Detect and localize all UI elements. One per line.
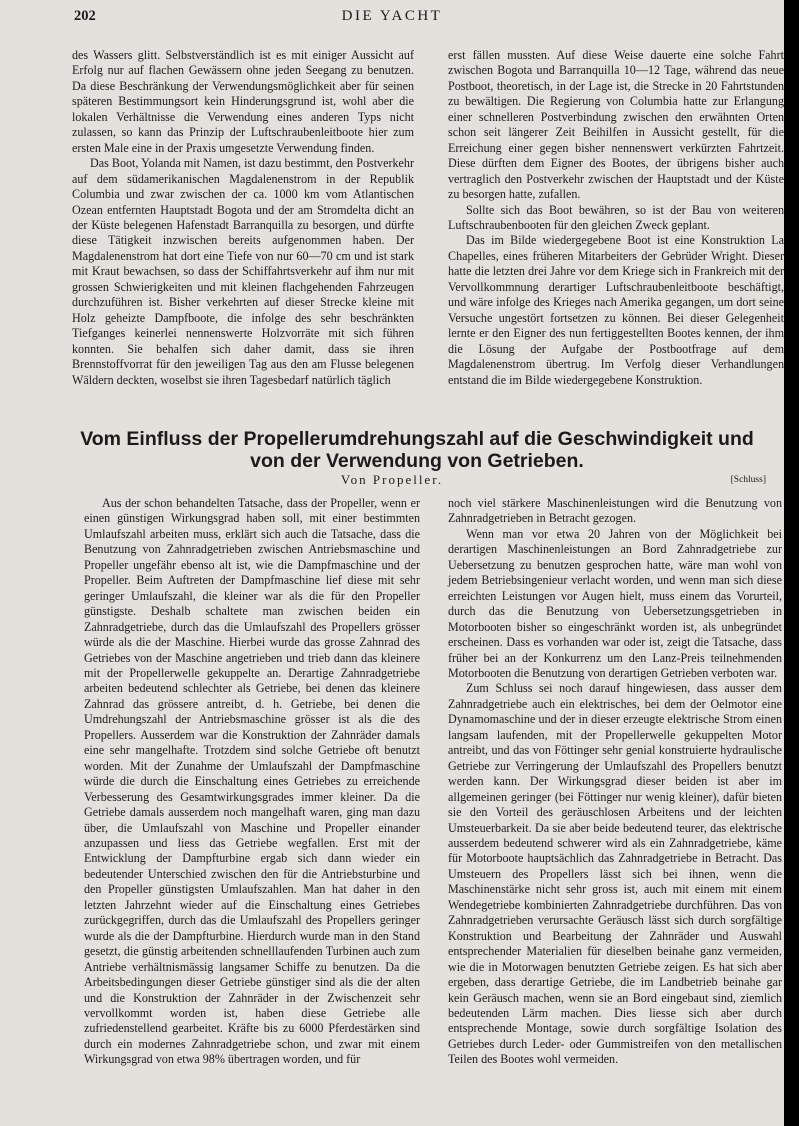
paragraph: noch viel stärkere Maschinenleistungen wird die Benutzung von Zahnradgetrieben in Betracht gezogen. [448,496,782,526]
paragraph: Aus der schon behandelten Tatsache, dass der Propeller, wenn er einen günstigen Wirkungsgrad haben soll, mit einer bestimmten Umlaufszahl arbeiten muss, erklärt sich auch die Tatsache, dass die Benutzung von Zahnradgetrieben zwischen Antriebsmaschine und Propeller ungefähr ebenso alt ist, wie die Dampfmaschine und der Propeller. Beim Auftreten der Dampfmaschine lief diese mit sehr geringer Umlaufszahl, die kleiner war als die für den Propeller günstigste. Deshalb schaltete man zwischen beiden ein Zahnradgetriebe, durch das die Umlaufszahl des Propellers grösser würde als die der Maschine. Hierbei wurde das grosse Zahnrad des Getriebes von der Maschine angetrieben und trieb dann das kleinere mit der Propellerwelle gekuppelte an. Derartige Zahnradgetriebe arbeiten bedeutend schlechter als Getriebe, bei denen das kleinere Zahnrad das grössere antreibt, d. h. Getriebe, bei denen die Umdrehungszahl der Antriebsmaschine grösser ist als die des Propellers. Ausserdem war die Konstruktion der Zahnräder damals eine sehr mangelhafte. Trotzdem sind solche Getriebe oft benutzt worden. Mit der Zunahme der Umlaufszahl der Dampfmaschine würde die durch die Einschaltung eines Getriebes zu erreichende Verbesserung des Gesamtwirkungsgrades immer kleiner. Da die Getriebe damals ausserdem noch mangelhaft waren, ging man dazu über, die Umlaufszahl von Maschine und Propeller einander anzupassen und liess das Getriebe wegfallen. Erst mit der Entwicklung der Dampfturbine ergab sich dann wieder ein bedeutender Unterschied zwischen den für die Antriebsturbine und den Propeller günstigsten Umlaufszahlen. Man hat daher in den letzten Jahrzehnt wieder auf die Einschaltung eines Getriebes zurückgegriffen, durch das die Umlaufszahl des Propellers geringer wurde als die der Dampfturbine. Hierdurch wurde man in den Stand gesetzt, die günstig arbeitenden schnelllaufenden Turbinen auch zum Antriebe verhältnismässig langsamer Schiffe zu benutzen. Da die Arbeitsbedingungen dieser Getriebe günstiger sind als die der alten und die Konstruktion der Zahnräder in der Zwischenzeit sehr vervollkommt worden ist, haben diese Getriebe alle zufriedenstellend gearbeitet. Kräfte bis zu 6000 Pferdestärken sind durch ein modernes Zahnradgetriebe schon, und zwar mit einem Wirkungsgrad von etwa 98% übertragen worden, und für [84,496,420,1067]
paragraph: Das im Bilde wiedergegebene Boot ist eine Konstruktion La Chapelles, eines früheren Mitarbeiters der Gebrüder Wright. Dieser hatte die letzten drei Jahre vor dem Kriege sich in Frankreich mit der Vervollkommnung derartiger Luftschraubenleitboote beschäftigt, und wäre infolge des Krieges nach Amerika gegangen, um dort seine Versuche ungestört fortsetzen zu können. Bei dieser Gelegenheit lernte er den Eigner des nun fertiggestellten Bootes kennen, der ihm die Lösung der Aufgabe der Postbootfrage auf dem Magdalenenstrom übertrug. Im Verfolg dieser Verhandlungen entstand die im Bilde wiedergegebene Konstruktion. [448,233,784,387]
top-right-column [448,48,784,388]
article-title: Vom Einfluss der Propellerumdrehungszahl auf die Geschwindigkeit und von der Verwendung von Getrieben. [80,428,754,472]
paragraph: des Wassers glitt. Selbstverständlich ist es mit einiger Aussicht auf Erfolg nur auf flachen Gewässern ohne jeden Seegang zu benutzen. Da diese Beschränkung der Verwendungsmöglichkeit aber für seinen späteren Bestimmungsort kein Hinderungsgrund ist, wohl aber die lokalen Verhältnisse die Verwendung eines anderen Typs nicht zulassen, so kann das Prinzip der Luftschraubenleitboote hier zum ersten Male eine in der Praxis umgesetzte Verwendung finden. [72,48,414,155]
paragraph: Zum Schluss sei noch darauf hingewiesen, dass ausser dem Zahnradgetriebe auch ein elektrisches, bei dem der Oelmotor eine Dynamomaschine und der in dieser erzeugte elektrische Strom einen langsam laufenden, mit der Propellerwelle gekuppelten Motor antreibt, und das von Föttinger sehr genial konstruierte hydraulische Getriebe zur Verringerung der Umlaufszahl des Propellers benutzt werden kann. Der Wirkungsgrad dieser beiden ist aber im allgemeinen geringer (bei Föttinger nur wenig kleiner), dafür bieten sie den Vorteil des geräuschlosen Arbeitens und der leichten Umsteuerbarkeit. Da sie aber beide bedeutend teurer, das elektrische ausserdem bedeutend schwerer wird als ein Zahnradgetriebe, käme für Motorboote hauptsächlich das Zahnradgetriebe in Betracht. Das Umsteuern des Propellers lässt sich bei ihnen, wenn die Maschinenstärke nicht sehr gross ist, auch mit einem mit einem Wendegetriebe kombinierten Zahnradgetriebe durchführen. Das von Zahnradgetrieben verursachte Geräusch lässt sich durch sorgfältige Konstruktion und Bearbeitung der Zahnräder und Auswahl entsprechender Materialien für dieselben beinahe ganz vermeiden, wie die in Motorwagen benutzten Getriebe zeigen. Es hat sich aber ergeben, dass derartige Getriebe, die im Landbetrieb beinahe gar kein Geräusch machen, wenn sie an Bord eingebaut sind, ziemlich bedeutenden Lärm machen. Dies liesse sich aber durch entsprechende Montage, sowie durch sorgfältige Isolation des Getriebes durch Leder- oder Gummistreifen von den metallischen Teilen des Bootes wohl vermeiden. [448,681,782,1067]
bottom-right-column [448,496,782,1068]
paragraph: erst fällen mussten. Auf diese Weise dauerte eine solche Fahrt zwischen Bogota und Barranquilla 10—12 Tage, während das neue Postboot, theoretisch, in der Lage ist, die Strecke in 20 Fahrtstunden zu bewältigen. Die Regierung von Columbia hatte zur Erlangung einer schnelleren Postverbindung zwischen den erwähnten Orten schon seit längerer Zeit Beihilfen in Aussicht gestellt, für die Erreichung einer gegen bisher nennenswert verkürzten Fahrtzeit. Diese dürften dem Eigner des Bootes, der übrigens bisher auch vertraglich den Postverkehr zwischen der Hauptstadt und der Küste zu besorgen hatte, zufallen. [448,48,784,202]
paragraph: Wenn man vor etwa 20 Jahren von der Möglichkeit bei derartigen Maschinenleistungen an Bord Zahnradgetriebe zur Uebersetzung zu benutzen gesprochen hatte, wäre man wohl von jedem Betriebsingenieur verlacht worden, und wenn man sich diese erreichten Leistungen vor Augen hielt, muss einem das Vorurteil, durch das die Benutzung von Uebersetzungsgetrieben in Motorbooten bisher so eingeschränkt worden ist, als unbegründet erscheinen. Dass es vorhanden war oder ist, zeigt die Tatsache, dass früher bei an der Konkurrenz um den Lanz-Preis teilnehmenden Motorbooten die Benutzung von derartigen Getrieben verboten war. [448,526,782,680]
paragraph: Das Boot, Yolanda mit Namen, ist dazu bestimmt, den Postverkehr auf dem südamerikanischen Magdalenenstrom in der Republik Columbia und zwar zwischen der ca. 1000 km vom Atlantischen Ozean entfernten Hauptstadt Bogota und der am Stromdelta dicht an der Küste belegenen Hafenstadt Barranquilla zu besorgen, und dürfte diese Tätigkeit inzwischen bereits aufgenommen haben. Der Magdalenenstrom hat dort eine Tiefe von nur 60—70 cm und ist stark mit Kraut bewachsen, so dass der Schiffahrtsverkehr auf ihm nur mit grossen Schwierigkeiten und mit kleinen flachgehenden Fahrzeugen durchzuführen ist. Bisher verkehrten auf dieser Strecke kleine mit Holz geheizte Dampfboote, die infolge des sehr beschränkten Tiefganges keinerlei nennenswerte Holzvorräte mit sich führen konnten. Sie behalfen sich daher damit, dass sie ihren Brennstoffvorrat für den jeweiligen Tag aus den am Flusse belegenen Wäldern deckten, woselbst sie ihren Tagesbedarf natürlich täglich [72,156,414,387]
top-left-column [72,48,414,388]
bottom-left-column [84,496,420,1068]
paragraph: Sollte sich das Boot bewähren, so ist der Bau von weiteren Luftschraubenbooten für den gleichen Zweck geplant. [448,202,784,232]
running-title: DIE YACHT [341,8,443,24]
page-number: 202 [74,8,96,24]
article-author: Von Propeller. [340,472,444,487]
continuation-note: [Schluss] [730,475,766,485]
